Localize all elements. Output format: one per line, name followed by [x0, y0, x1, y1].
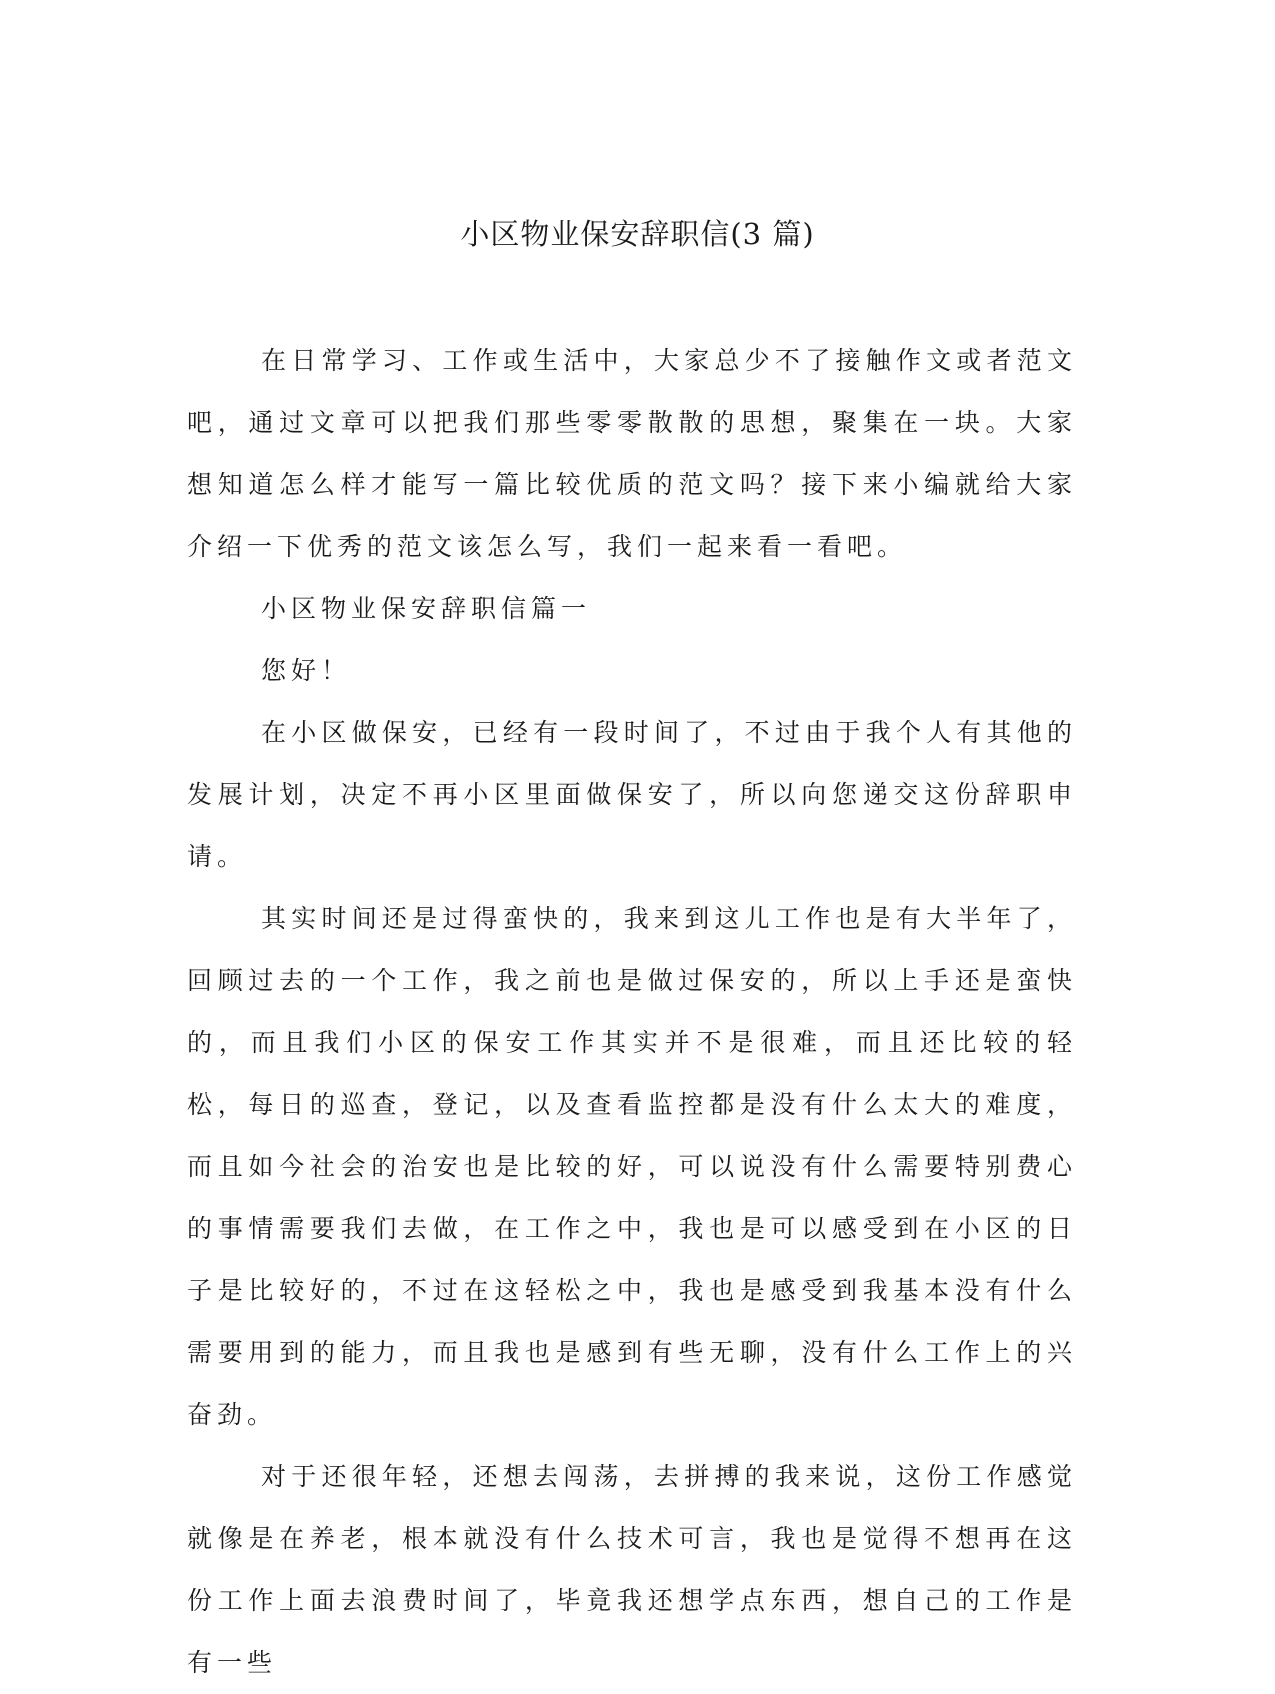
- body-paragraph: 对于还很年轻，还想去闯荡，去拼搏的我来说，这份工作感觉就像是在养老，根本就没有什么技术可言，我也是觉得不想再在这份工作上面去浪费时间了，毕竟我还想学点东西，想自己的工作是有一些: [187, 1462, 1077, 1677]
- section-heading: 小区物业保安辞职信篇一: [261, 594, 592, 623]
- document-body: [187, 330, 1077, 1694]
- body-paragraph: 其实时间还是过得蛮快的，我来到这儿工作也是有大半年了，回顾过去的一个工作，我之前也是做过保安的，所以上手还是蛮快的，而且我们小区的保安工作其实并不是很难，而且还比较的轻松，每日的巡查，登记，以及查看监控都是没有什么太大的难度，而且如今社会的治安也是比较的好，可以说没有什么需要特别费心的事情需要我们去做，在工作之中，我也是可以感受到在小区的日子是比较好的，不过在这轻松之中，我也是感受到我基本没有什么需要用到的能力，而且我也是感到有些无聊，没有什么工作上的兴奋劲。: [187, 904, 1077, 1429]
- salutation: 您好！: [261, 656, 352, 685]
- body-paragraph: 在小区做保安，已经有一段时间了，不过由于我个人有其他的发展计划，决定不再小区里面做保安了，所以向您递交这份辞职申请。: [187, 718, 1077, 871]
- document-title: 小区物业保安辞职信(3 篇): [460, 217, 815, 251]
- intro-paragraph: 在日常学习、工作或生活中，大家总少不了接触作文或者范文吧，通过文章可以把我们那些零零散散的思想，聚集在一块。大家想知道怎么样才能写一篇比较优质的范文吗？接下来小编就给大家介绍一下优秀的范文该怎么写，我们一起来看一看吧。: [187, 346, 1077, 561]
